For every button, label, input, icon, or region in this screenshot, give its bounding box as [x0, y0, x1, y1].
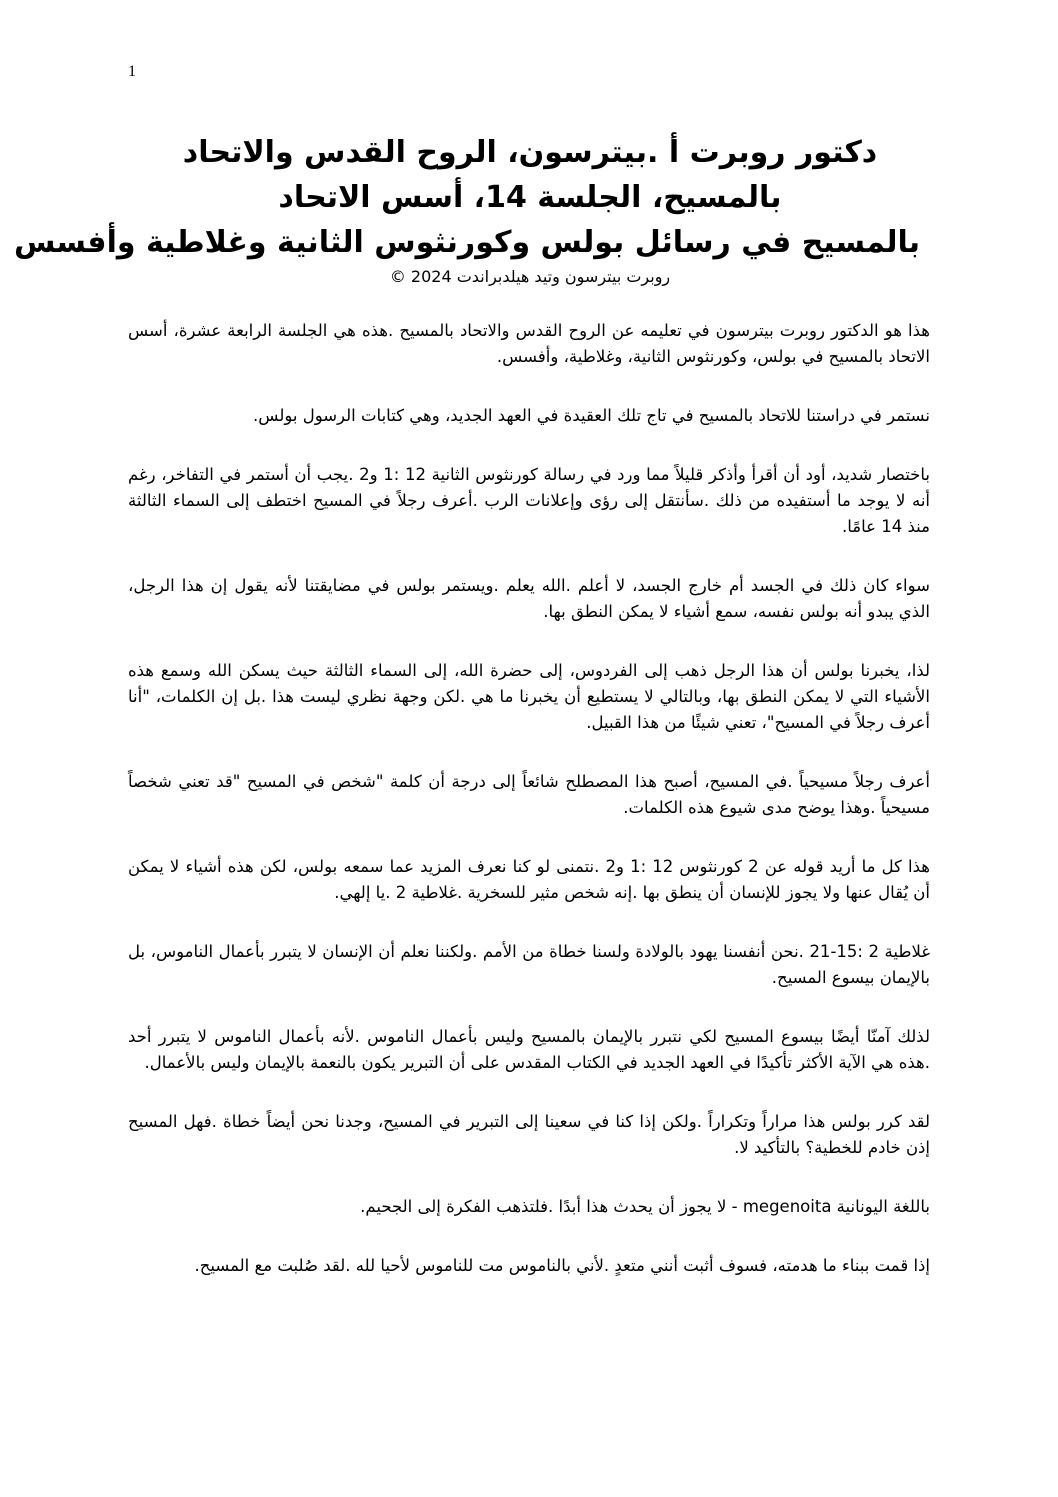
paragraph: سواء كان ذلك في الجسد أم خارج الجسد، لا أعلم .الله يعلم .ويستمر بولس في مضايقتنا لأنه يقول إن هذا الرجل، الذي يبدو أنه بولس نفسه، سمع أشياء لا يمكن النطق بها. — [128, 576, 930, 621]
paragraph: لقد كرر بولس هذا مراراً وتكراراً .ولكن إذا كنا في سعينا إلى التبرير في المسيح، وجدنا نحن أيضاً خطاة .فهل المسيح إذن خادم للخطية؟ بالتأكيد لا. — [128, 1112, 930, 1157]
paragraph: لذلك آمنّا أيضًا بيسوع المسيح لكي نتبرر بالإيمان بالمسيح وليس بأعمال الناموس .لأنه بأعمال الناموس لا يتبرر أحد .هذه هي الآية الأكثر تأكيدًا في العهد الجديد في الكتاب المقدس على أن التبرير يكون بالنعمة بالإيمان وليس بالأعمال. — [128, 1027, 930, 1072]
paragraph: هذا هو الدكتور روبرت بيترسون في تعليمه عن الروح القدس والاتحاد بالمسيح .هذه هي الجلسة الرابعة عشرة، أسس الاتحاد بالمسيح في بولس، وكورنثوس الثانية، وغلاطية، وأفسس. — [128, 321, 930, 366]
body-text — [128, 318, 930, 1312]
paragraph: غلاطية 2 :15-21 .نحن أنفسنا يهود بالولادة ولسنا خطاة من الأمم .ولكننا نعلم أن الإنسان لا يتبرر بأعمال الناموس، بل بالإيمان بيسوع المسيح. — [128, 942, 930, 987]
title-line-3: بالمسيح في رسائل بولس وكورنثوس الثانية وغلاطية وأفسس — [13, 225, 920, 260]
paragraph: إذا قمت ببناء ما هدمته، فسوف أثبت أنني متعدٍ .لأني بالناموس مت للناموس لأحيا لله .لقد صُلبت مع المسيح. — [194, 1256, 930, 1275]
paragraph: باللغة اليونانية megenoita - لا يجوز أن يحدث هذا أبدًا .فلتذهب الفكرة إلى الجحيم. — [360, 1197, 930, 1216]
paragraph: هذا كل ما أريد قوله عن 2 كورنثوس 12 :1 و2 .نتمنى لو كنا نعرف المزيد عما سمعه بولس، لكن هذه أشياء لا يمكن أن يُقال عنها ولا يجوز للإنسان أن ينطق بها .إنه شخص مثير للسخرية .غلاطية 2 .يا إلهي. — [128, 857, 930, 902]
paragraph: لذا، يخبرنا بولس أن هذا الرجل ذهب إلى الفردوس، إلى حضرة الله، إلى السماء الثالثة حيث يسكن الله وسمع هذه الأشياء التي لا يمكن النطق بها، وبالتالي لا يستطيع أن يخبرنا ما هي .لكن وجهة نظري ليست هذا .بل إن الكلمات، "أنا أعرف رجلاً في المسيح"، تعني شيئًا من هذا القبيل. — [128, 661, 930, 732]
page-number: 1 — [128, 63, 136, 80]
paragraph: باختصار شديد، أود أن أقرأ وأذكر قليلاً مما ورد في رسالة كورنثوس الثانية 12 :1 و2 .يجب أن أستمر في التفاخر، رغم أنه لا يوجد ما أستفيده من ذلك .سأنتقل إلى رؤى وإعلانات الرب .أعرف رجلاً في المسيح اختطف إلى السماء الثالثة منذ 14 عامًا. — [128, 465, 930, 536]
title-line-2: بالمسيح، الجلسة 14، أسس الاتحاد — [278, 180, 782, 215]
title-block — [13, 130, 920, 289]
paragraph: أعرف رجلاً مسيحياً .في المسيح، أصبح هذا المصطلح شائعاً إلى درجة أن كلمة "شخص في المسيح "قد تعني شخصاً مسيحياً .وهذا يوضح مدى شيوع هذه الكلمات. — [128, 772, 930, 817]
paragraph: نستمر في دراستنا للاتحاد بالمسيح في تاج تلك العقيدة في العهد الجديد، وهي كتابات الرسول بولس. — [253, 406, 930, 425]
title-line-1: دكتور روبرت أ .بيترسون، الروح القدس والاتحاد — [182, 135, 878, 170]
author-copyright: روبرت بيترسون وتيد هيلدبراندت 2024 © — [389, 267, 671, 286]
